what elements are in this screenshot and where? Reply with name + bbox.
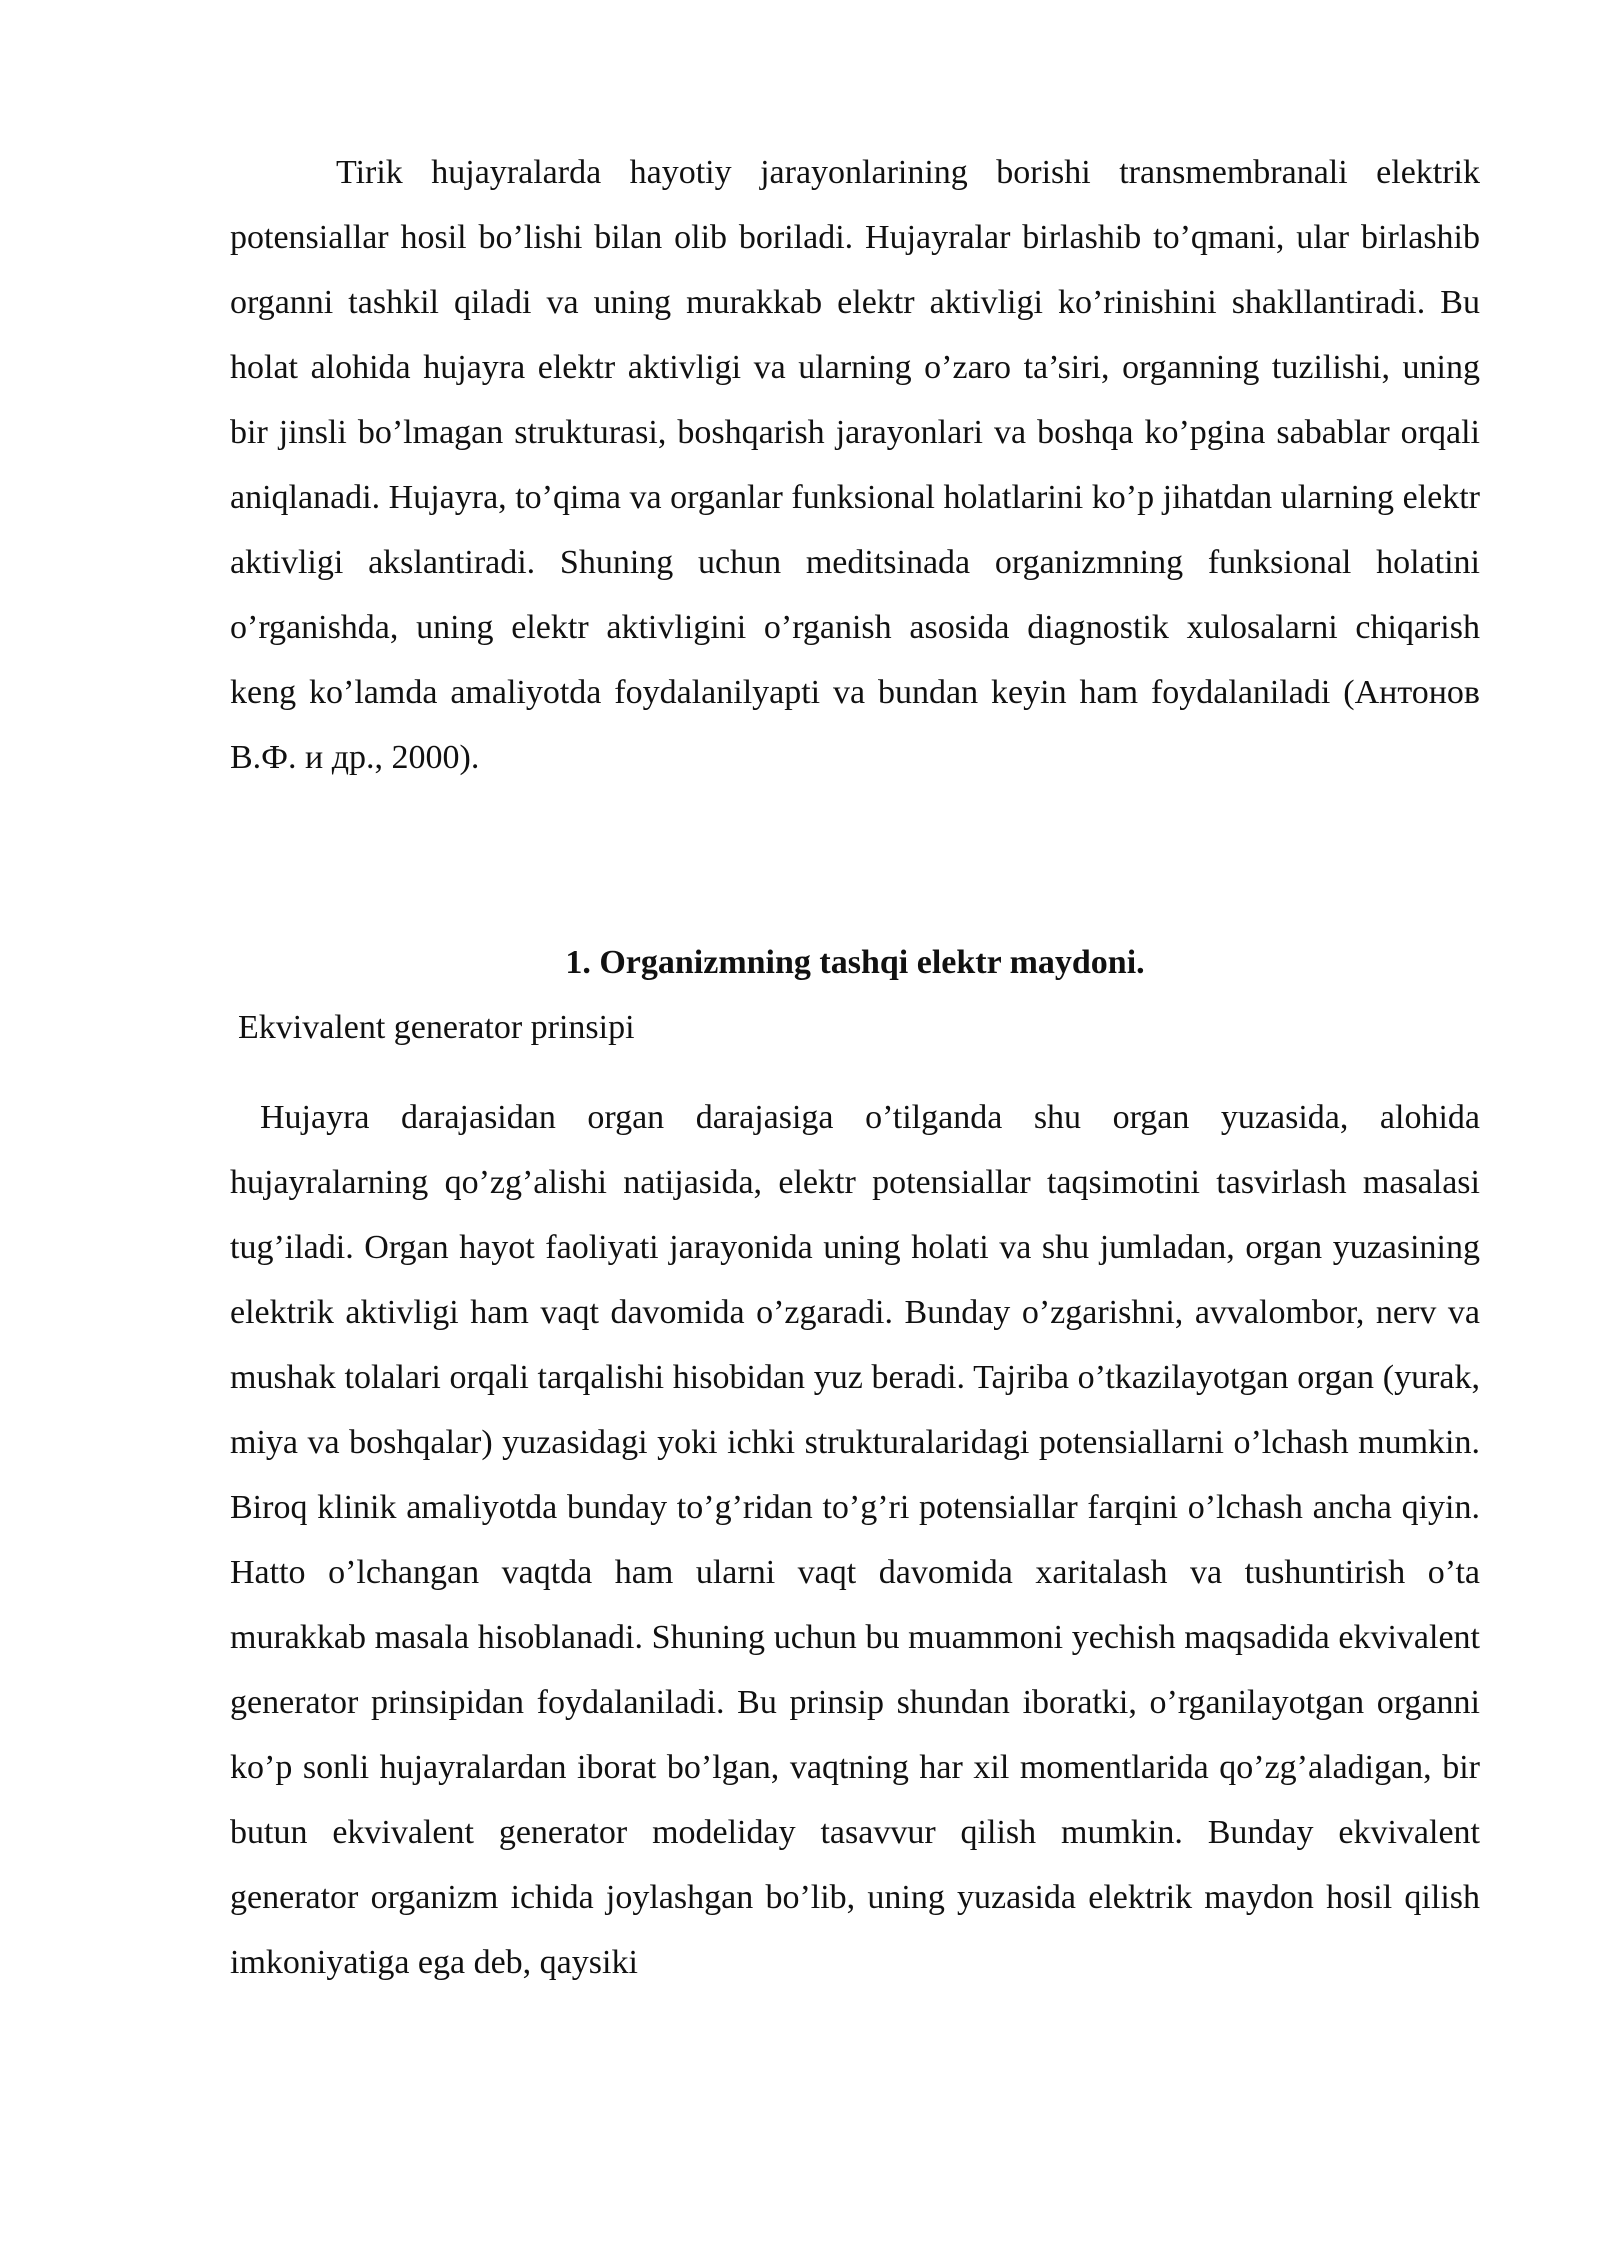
section-subheading: Ekvivalent generator prinsipi: [238, 1009, 635, 1046]
intro-paragraph: Tirik hujayralarda hayotiy jarayonlarining borishi transmembranali elektrik potensiallar hosil bo’lishi bilan olib boriladi. Hujayralar birlashib to’qmani, ular birlashib organni tashkil qiladi va uning murakkab elektr aktivligi ko’rinishini shakllantiradi. Bu holat alohida hujayra elektr aktivligi va ularning o’zaro ta’siri, organning tuzilishi, uning bir jinsli bo’lmagan strukturasi, boshqarish jarayonlari va boshqa ko’pgina sabablar orqali aniqlanadi. Hujayra, to’qima va organlar funksional holatlarini ko’p jihatdan ularning elektr aktivligi akslantiradi. Shuning uchun meditsinada organizmning funksional holatini o’rganishda, uning elektr aktivligini o’rganish asosida diagnostik xulosalarni chiqarish keng ko’lamda amaliyotda foydalanilyapti va bundan keyin ham foydalaniladi (Антонов В.Ф. и др., 2000).: [230, 154, 1480, 776]
body-paragraph: Hujayra darajasidan organ darajasiga o’tilganda shu organ yuzasida, alohida hujayralarning qo’zg’alishi natijasida, elektr potensiallar taqsimotini tasvirlash masalasi tug’iladi. Organ hayot faoliyati jarayonida uning holati va shu jumladan, organ yuzasining elektrik aktivligi ham vaqt davomida o’zgaradi. Bunday o’zgarishni, avvalombor, nerv va mushak tolalari orqali tarqalishi hisobidan yuz beradi. Tajriba o’tkazilayotgan organ (yurak, miya va boshqalar) yuzasidagi yoki ichki strukturalaridagi potensiallarni o’lchash mumkin. Biroq klinik amaliyotda bunday to’g’ridan to’g’ri potensiallar farqini o’lchash ancha qiyin. Hatto o’lchangan vaqtda ham ularni vaqt davomida xaritalash va tushuntirish o’ta murakkab masala hisoblanadi. Shuning uchun bu muammoni yechish maqsadida ekvivalent generator prinsipidan foydalaniladi. Bu prinsip shundan iboratki, o’rganilayotgan organni ko’p sonli hujayralardan iborat bo’lgan, vaqtning har xil momentlarida qo’zg’aladigan, bir butun ekvivalent generator modeliday tasavvur qilish mumkin. Bunday ekvivalent generator organizm ichida joylashgan bo’lib, uning yuzasida elektrik maydon hosil qilish imkoniyatiga ega deb, qaysiki: [230, 1099, 1480, 1981]
section-heading: 1. Organizmning tashqi elektr maydoni.: [565, 944, 1145, 981]
